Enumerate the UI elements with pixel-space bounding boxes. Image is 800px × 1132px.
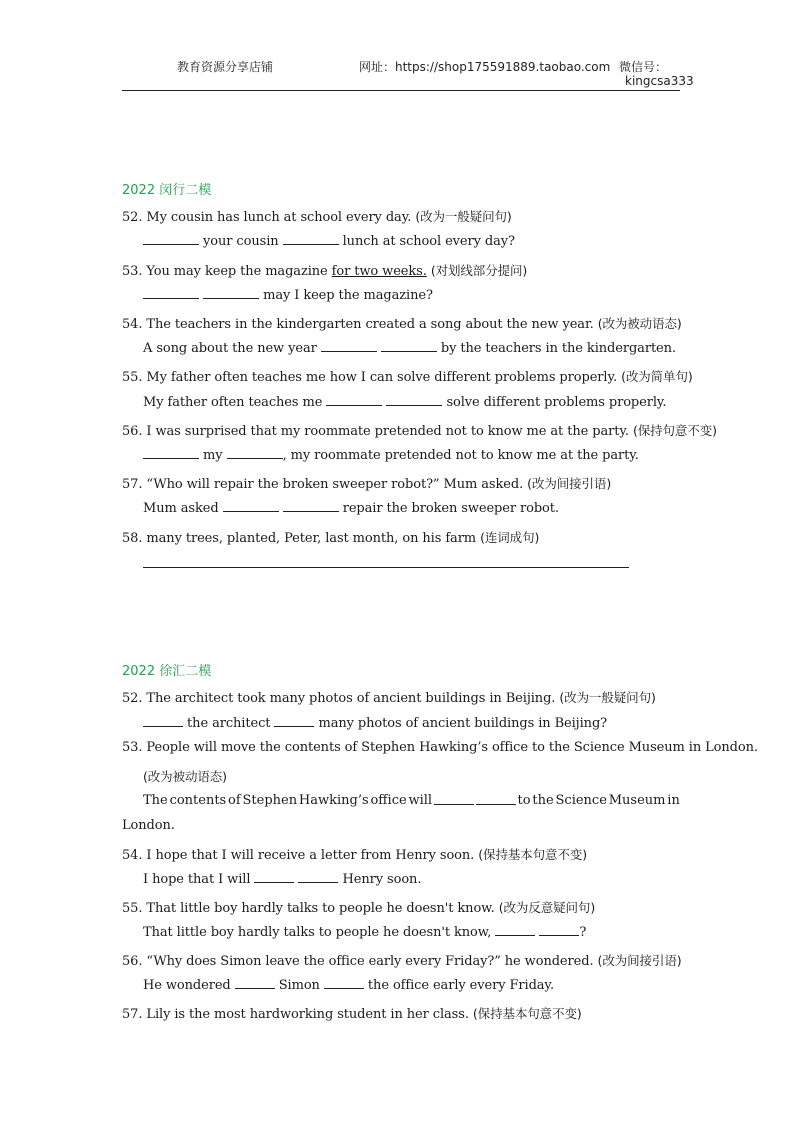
answer-blank[interactable] xyxy=(495,924,535,936)
question-hint: (保持句意不变) xyxy=(632,423,717,438)
question-hint: (保持基本句意不变) xyxy=(478,847,588,862)
answer-blank[interactable] xyxy=(324,977,364,989)
wechat-id: kingcsa333 xyxy=(625,74,694,88)
answer-line-58[interactable] xyxy=(143,567,629,568)
answer-52 xyxy=(143,715,607,731)
answer-blank[interactable] xyxy=(298,871,338,883)
question-text: “Why does Simon leave the office early every Friday?” he wondered. xyxy=(146,954,594,969)
answer-57 xyxy=(143,500,559,516)
answer-text: Simon xyxy=(278,978,320,993)
question-hint: (连词成句) xyxy=(480,530,540,545)
answer-text: the architect xyxy=(187,716,271,731)
question-56 xyxy=(122,951,682,969)
question-number: 56. xyxy=(122,424,143,439)
question-55 xyxy=(122,898,595,916)
question-54 xyxy=(122,845,587,863)
question-hint: (改为一般疑问句) xyxy=(559,690,656,705)
question-number: 57. xyxy=(122,477,143,492)
question-text: People will move the contents of Stephen Hawking’s office to the Science Museum in London. xyxy=(146,740,758,755)
wechat-label: 微信号： xyxy=(619,60,668,74)
answer-text: repair the broken sweeper robot. xyxy=(342,501,559,516)
answer-text: He wondered xyxy=(143,978,231,993)
answer-blank[interactable] xyxy=(143,447,199,459)
answer-word: the xyxy=(532,793,554,808)
question-text: “Who will repair the broken sweeper robot?” Mum asked. xyxy=(146,477,524,492)
answer-blank[interactable] xyxy=(283,233,339,245)
shop-name: 教育资源分享店铺 xyxy=(177,60,274,74)
answer-blank[interactable] xyxy=(203,287,259,299)
answer-blank[interactable] xyxy=(143,287,199,299)
question-54 xyxy=(122,314,682,332)
answer-52 xyxy=(143,233,515,249)
answer-word: will xyxy=(408,793,433,808)
answer-53 xyxy=(143,287,433,303)
question-number: 55. xyxy=(122,370,143,385)
answer-text: ? xyxy=(579,925,587,940)
question-hint: (改为被动语态) xyxy=(143,769,227,784)
page-header xyxy=(122,54,694,91)
question-text: My cousin has lunch at school every day. xyxy=(146,210,412,225)
answer-word: contents xyxy=(169,793,227,808)
question-53-hint xyxy=(143,767,227,785)
question-53 xyxy=(122,740,758,755)
question-number: 58. xyxy=(122,531,143,546)
question-hint: (改为间接引语) xyxy=(527,476,612,491)
section-title-xuhui: 2022 徐汇二模 xyxy=(122,664,212,679)
underlined-phrase: for two weeks. xyxy=(331,264,427,279)
question-text: My father often teaches me how I can solve different problems properly. xyxy=(146,370,618,385)
answer-word: office xyxy=(370,793,407,808)
answer-word: of xyxy=(228,793,241,808)
answer-blank[interactable] xyxy=(326,394,382,406)
question-hint: (保持基本句意不变) xyxy=(472,1006,582,1021)
question-hint: (对划线部分提问) xyxy=(430,263,528,278)
answer-blank[interactable] xyxy=(143,715,183,727)
question-52 xyxy=(122,688,656,706)
answer-blank[interactable] xyxy=(143,233,199,245)
answer-text: many photos of ancient buildings in Beijing? xyxy=(318,716,608,731)
question-number: 54. xyxy=(122,317,143,332)
question-57 xyxy=(122,1004,582,1022)
answer-word: Museum xyxy=(608,793,666,808)
question-text: I hope that I will receive a letter from Henry soon. xyxy=(146,848,475,863)
answer-text: My father often teaches me xyxy=(143,395,323,410)
answer-word: in xyxy=(667,793,680,808)
answer-word: Hawking’s xyxy=(298,793,369,808)
answer-text: by the teachers in the kindergarten. xyxy=(440,341,676,356)
answer-blank[interactable] xyxy=(381,340,437,352)
shop-url[interactable]: 网址：https://shop175591889.taobao.com xyxy=(359,60,611,74)
question-number: 56. xyxy=(122,954,143,969)
answer-text: Henry soon. xyxy=(342,872,422,887)
answer-blank[interactable] xyxy=(476,793,516,805)
answer-text: London. xyxy=(122,818,175,833)
question-text: I was surprised that my roommate pretended not to know me at the party. xyxy=(146,424,629,439)
answer-blank[interactable] xyxy=(227,447,283,459)
answer-text: may I keep the magazine? xyxy=(263,288,433,303)
question-hint: (改为一般疑问句) xyxy=(415,209,512,224)
question-53 xyxy=(122,261,527,279)
section-title-minhang: 2022 闵行二模 xyxy=(122,183,212,198)
question-hint: (改为间接引语) xyxy=(597,953,682,968)
answer-word: Science xyxy=(555,793,607,808)
question-text: many trees, planted, Peter, last month, on his farm xyxy=(146,531,477,546)
question-hint: (改为简单句) xyxy=(621,369,693,384)
answer-text: your cousin xyxy=(203,234,279,249)
answer-blank[interactable] xyxy=(321,340,377,352)
answer-54 xyxy=(143,871,421,887)
answer-text: A song about the new year xyxy=(143,341,317,356)
answer-word: to xyxy=(517,793,531,808)
question-56 xyxy=(122,421,717,439)
answer-blank[interactable] xyxy=(235,977,275,989)
answer-word: Stephen xyxy=(242,793,298,808)
question-text: You may keep the magazine xyxy=(146,264,328,279)
question-text: Lily is the most hardworking student in her class. xyxy=(146,1007,469,1022)
answer-text: the office early every Friday. xyxy=(367,978,554,993)
question-text: The teachers in the kindergarten created a song about the new year. xyxy=(146,317,594,332)
question-number: 52. xyxy=(122,691,143,706)
question-number: 54. xyxy=(122,848,143,863)
question-number: 53. xyxy=(122,740,143,755)
answer-blank[interactable] xyxy=(274,715,314,727)
question-hint: (改为被动语态) xyxy=(597,316,682,331)
answer-text: my xyxy=(203,448,223,463)
answer-blank[interactable] xyxy=(283,500,339,512)
answer-word: The xyxy=(143,793,168,808)
answer-blank[interactable] xyxy=(434,793,474,805)
answer-55 xyxy=(143,394,666,410)
question-hint: (改为反意疑问句) xyxy=(498,900,596,915)
question-52 xyxy=(122,207,512,225)
answer-53-cont xyxy=(122,818,175,833)
question-text: That little boy hardly talks to people he doesn't know. xyxy=(146,901,495,916)
answer-text: That little boy hardly talks to people he doesn't know, xyxy=(143,925,492,940)
answer-53 xyxy=(143,793,680,808)
answer-blank[interactable] xyxy=(386,394,442,406)
question-text: The architect took many photos of ancient buildings in Beijing. xyxy=(146,691,556,706)
question-number: 57. xyxy=(122,1007,143,1022)
question-55 xyxy=(122,367,693,385)
question-58 xyxy=(122,528,539,546)
answer-blank[interactable] xyxy=(254,871,294,883)
question-57 xyxy=(122,474,611,492)
answer-text: solve different problems properly. xyxy=(446,395,667,410)
answer-text: lunch at school every day? xyxy=(342,234,515,249)
answer-text: I hope that I will xyxy=(143,872,251,887)
answer-text: Mum asked xyxy=(143,501,219,516)
question-number: 52. xyxy=(122,210,143,225)
answer-blank[interactable] xyxy=(223,500,279,512)
question-number: 55. xyxy=(122,901,143,916)
answer-56 xyxy=(143,977,554,993)
answer-text: , my roommate pretended not to know me at the party. xyxy=(282,448,639,463)
answer-56 xyxy=(143,447,639,463)
answer-55 xyxy=(143,924,586,940)
answer-blank[interactable] xyxy=(539,924,579,936)
answer-54 xyxy=(143,340,676,356)
question-number: 53. xyxy=(122,264,143,279)
